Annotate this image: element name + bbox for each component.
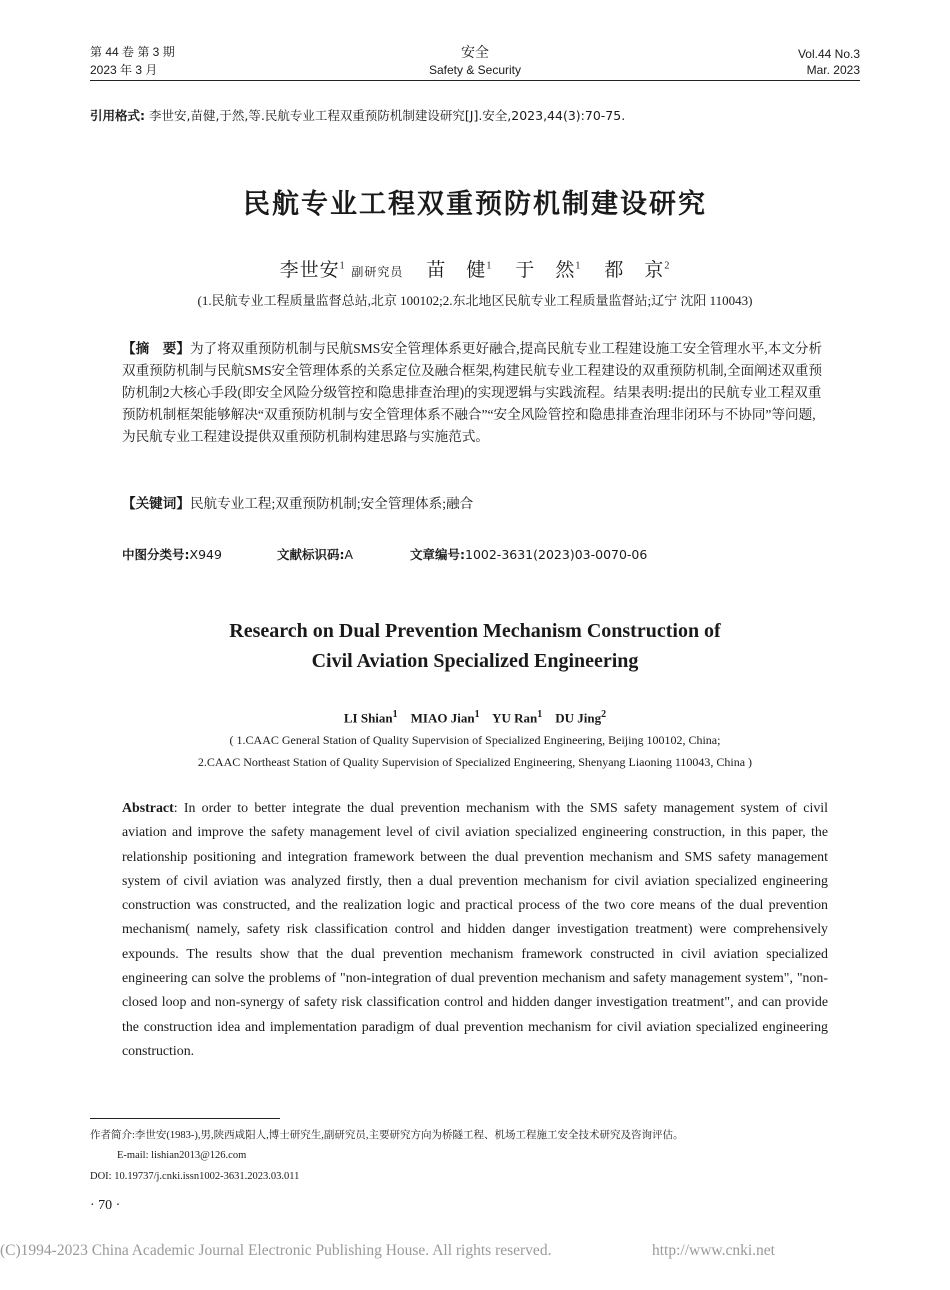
- article-label: 文章编号:: [410, 547, 465, 562]
- keywords-cn: [122, 492, 473, 512]
- author-1-sup: 1: [339, 260, 346, 272]
- author-en-2-sup: 1: [474, 709, 480, 720]
- header-date: 2023 年 3 月: [90, 63, 158, 77]
- author-en-4: DU Jing: [555, 710, 602, 726]
- article-number: [410, 545, 647, 563]
- journal-name-en: Safety & Security: [428, 63, 522, 77]
- author-bio: 作者简介:李世安(1983-),男,陕西咸阳人,博士研究生,副研究员,主要研究方向为桥隧工程、机场工程施工安全技术研究及咨询评估。: [90, 1130, 684, 1141]
- citation-label: 引用格式:: [90, 108, 145, 123]
- author-1-title: 副研究员: [351, 265, 404, 279]
- author-email: E-mail: lishian2013@126.com: [117, 1150, 247, 1161]
- author-1: 李世安: [279, 260, 340, 281]
- author-en-3: YU Ran: [492, 710, 538, 726]
- header-issue: 第 44 卷 第 3 期: [90, 45, 175, 59]
- header-rule: [90, 80, 860, 81]
- abstract-cn-label: 【摘 要】: [122, 341, 190, 357]
- author-en-2: MIAO Jian: [410, 710, 475, 726]
- affiliation-en-line2: 2.CAAC Northeast Station of Quality Supervision of Specialized Engineering, Shenyang Liaoning 110043, China ): [197, 755, 753, 769]
- keywords-cn-text: 民航专业工程;双重预防机制;安全管理体系;融合: [189, 496, 474, 511]
- author-2: 苗 健: [426, 260, 487, 281]
- clc-number: [122, 545, 222, 563]
- journal-name-cn: 安全: [461, 45, 489, 61]
- article-value: 1002-3631(2023)03-0070-06: [465, 547, 648, 562]
- author-3-sup: 1: [575, 260, 582, 272]
- document-code: [277, 545, 353, 563]
- author-en-3-sup: 1: [537, 709, 543, 720]
- title-en: [0, 616, 950, 676]
- affiliation-cn: (1.民航专业工程质量监督总站,北京 100102;2.东北地区民航专业工程质量监督站;辽宁 沈阳 110043): [197, 293, 753, 308]
- abstract-en-label: Abstract: [122, 801, 174, 816]
- author-3: 于 然: [515, 260, 576, 281]
- abstract-cn-text: 为了将双重预防机制与民航SMS安全管理体系更好融合,提高民航专业工程建设施工安全管理水平,本文分析双重预防机制与民航SMS安全管理体系的关系定位及融合框架,构建民航专业工程建设的双重预防机制,全面阐述双重预防机制2大核心手段(即安全风险分级管控和隐患排查治理)的实现逻辑与实践流程。结果表明:提出的民航专业工程双重预防机制框架能够解决“双重预防机制与安全管理体系不融合”“安全风险管控和隐患排查治理非闭环与不协同”等问题,为民航专业工程建设提供双重预防机制构建思路与实施范式。: [122, 341, 823, 444]
- abstract-cn: [122, 338, 828, 448]
- footnote-rule: [90, 1118, 280, 1119]
- doi: DOI: 10.19737/j.cnki.issn1002-3631.2023.03.011: [90, 1171, 300, 1182]
- author-en-1-sup: 1: [392, 709, 398, 720]
- authors-en: [0, 709, 950, 726]
- author-2-sup: 1: [486, 260, 493, 272]
- abstract-en: [122, 797, 828, 1064]
- citation-text: 李世安,苗健,于然,等.民航专业工程双重预防机制建设研究[J].安全,2023,44(3):70-75.: [148, 108, 626, 123]
- title-en-line1: Research on Dual Prevention Mechanism Construction of: [229, 620, 721, 642]
- doc-label: 文献标识码:: [277, 547, 345, 562]
- header-date-en: Mar. 2023: [806, 63, 860, 77]
- authors-cn: [0, 255, 950, 282]
- author-en-1: LI Shian: [343, 710, 393, 726]
- keywords-cn-label: 【关键词】: [122, 496, 190, 512]
- title-en-line2: Civil Aviation Specialized Engineering: [311, 650, 639, 672]
- abstract-en-text: : In order to better integrate the dual prevention mechanism with the SMS safety management system of civil aviation and improve the safety management level of civil aviation specialized engineering construction, in this paper, the relationship positioning and integration framework between the dual prevention mechanism and SMS safety management system of civil aviation was analyzed firstly, then a dual prevention mechanism for civil aviation specialized engineering construction was constructed, and the realization logic and practical process of the two core means of the dual prevention mechanism( namely, safety risk classification control and hidden danger investigation treatment) were comprehensively expounds. The results show that the dual prevention mechanism framework constructed in civil aviation specialized engineering can solve the problems of "non-integration of dual prevention mechanism and safety management system", "non-closed loop and non-synergy of safety risk classification control and hidden danger investigation treatment", and can provide the construction idea and implementation paradigm of dual prevention mechanism for civil aviation specialized engineering construction.: [122, 801, 828, 1059]
- cnki-link[interactable]: http://www.cnki.net: [652, 1242, 775, 1259]
- author-4-sup: 2: [664, 260, 671, 272]
- affiliation-en-line1: ( 1.CAAC General Station of Quality Supervision of Specialized Engineering, Beijing 100102, China;: [229, 733, 721, 747]
- citation: [90, 106, 625, 124]
- title-cn: 民航专业工程双重预防机制建设研究: [243, 189, 707, 220]
- doc-value: A: [344, 547, 354, 562]
- copyright-notice: (C)1994-2023 China Academic Journal Electronic Publishing House. All rights reserved.: [0, 1242, 552, 1259]
- header-volume: Vol.44 No.3: [797, 47, 860, 61]
- clc-label: 中图分类号:: [122, 547, 190, 562]
- clc-value: X949: [189, 547, 222, 562]
- page-number: · 70 ·: [90, 1198, 121, 1213]
- author-en-4-sup: 2: [601, 709, 607, 720]
- author-4: 都 京: [604, 260, 665, 281]
